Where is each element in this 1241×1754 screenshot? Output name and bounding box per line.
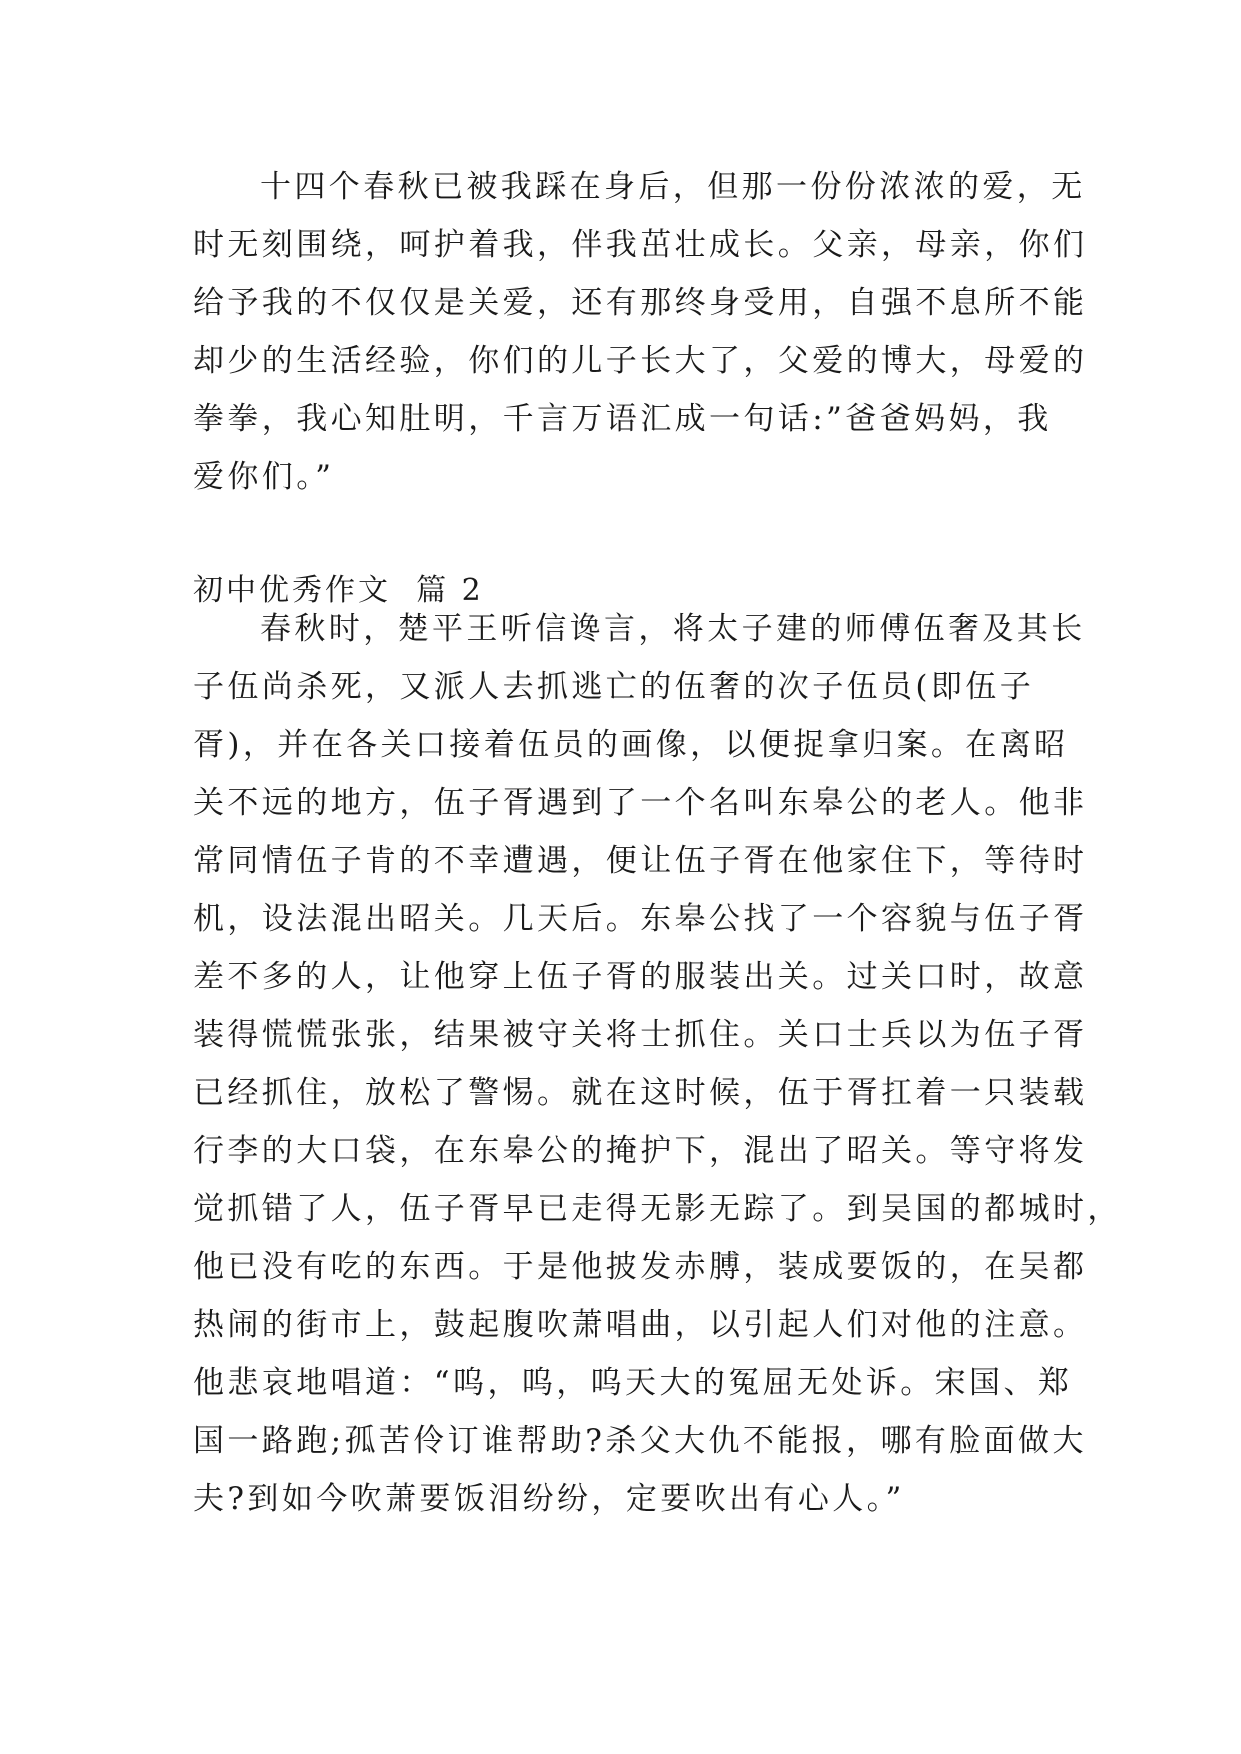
essay-2-line: 春秋时，楚平王听信谗言，将太子建的师傅伍奢及其长	[260, 611, 1086, 647]
essay-2-line: 行李的大口袋，在东皋公的掩护下，混出了昭关。等守将发	[193, 1133, 1088, 1169]
essay-2-line: 已经抓住，放松了警惕。就在这时候，伍于胥扛着一只装载	[193, 1075, 1088, 1111]
essay-2-line: 常同情伍子肯的不幸遭遇，便让伍子胥在他家住下，等待时	[193, 843, 1088, 879]
essay-1-paragraph	[193, 158, 1088, 506]
essay-2-line: 觉抓错了人，伍子胥早已走得无影无踪了。到吴国的都城时，	[193, 1191, 1122, 1227]
essay-2-heading: 初中优秀作文 篇 2	[193, 573, 484, 608]
essay-1-line: 时无刻围绕，呵护着我，伴我茁壮成长。父亲，母亲，你们	[193, 227, 1088, 263]
essay-2-line: 他悲哀地唱道：“呜，呜，呜天大的冤屈无处诉。宋国、郑	[193, 1365, 1073, 1401]
essay-1-line: 十四个春秋已被我踩在身后，但那一份份浓浓的爱，无	[260, 169, 1086, 205]
essay-1-line: 给予我的不仅仅是关爱，还有那终身受用，自强不息所不能	[193, 285, 1088, 321]
essay-2-paragraph	[193, 600, 1122, 1528]
essay-2-line: 差不多的人，让他穿上伍子胥的服装出关。过关口时，故意	[193, 959, 1088, 995]
essay-2-line: 国一路跑;孤苦伶订谁帮助?杀父大仇不能报，哪有脸面做大	[193, 1423, 1087, 1459]
essay-2-line: 关不远的地方，伍子胥遇到了一个名叫东皋公的老人。他非	[193, 785, 1088, 821]
essay-2-line: 热闹的街市上，鼓起腹吹萧唱曲，以引起人们对他的注意。	[193, 1307, 1088, 1343]
essay-1-line: 爱你们。”	[193, 459, 335, 495]
essay-2-line: 机，设法混出昭关。几天后。东皋公找了一个容貌与伍子胥	[193, 901, 1088, 937]
essay-2-line: 子伍尚杀死，又派人去抓逃亡的伍奢的次子伍员(即伍子	[193, 669, 1035, 705]
essay-2-line: 夫?到如今吹萧要饭泪纷纷，定要吹出有心人。”	[193, 1481, 905, 1517]
essay-2-line: 他已没有吃的东西。于是他披发赤膊，装成要饭的，在吴都	[193, 1249, 1088, 1285]
essay-2-line: 装得慌慌张张，结果被守关将士抓住。关口士兵以为伍子胥	[193, 1017, 1088, 1053]
essay-1-line: 却少的生活经验，你们的儿子长大了，父爱的博大，母爱的	[193, 343, 1088, 379]
essay-1-line: 拳拳，我心知肚明，千言万语汇成一句话:”爸爸妈妈，我	[193, 401, 1052, 437]
essay-2-line: 胥)，并在各关口接着伍员的画像，以便捉拿归案。在离昭	[193, 727, 1069, 763]
